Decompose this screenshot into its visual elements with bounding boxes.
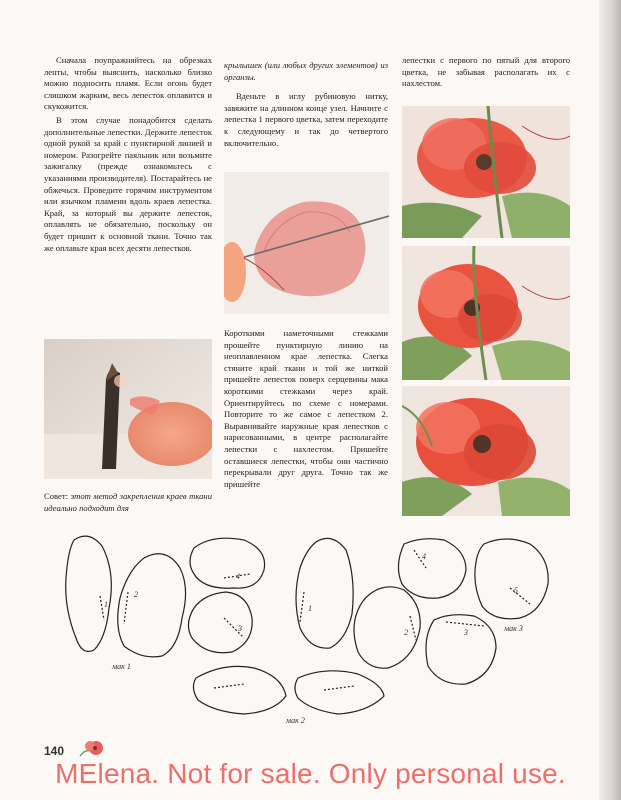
- petal-number-1-flower-3: 1: [308, 604, 312, 613]
- label-mak-3: мак 3: [504, 624, 523, 633]
- petal-number-2-flower-1: 2: [134, 590, 138, 599]
- column-3-text: [402, 55, 570, 90]
- paragraph-stitching: Короткими наметочными стежками прошейте пунктирную линию на неоплавленном крае лепестка. Слегка стяните край ткани и той же ниткой пришейте лепесток поверх серцевины мака короткими стежками через край. Ориентируйтесь по схеме с номерами. Повторите то же самое с лепестком 2. Выравнивайте наружные края лепестков с нарисованными, в центре располагайте лепестки с нахлестом. Пришейте оставшиеся лепестки, чтобы они частично перекрывали друг друга. Точно так же пришейте: [224, 328, 388, 489]
- label-mak-1: мак 1: [112, 662, 131, 671]
- petal-number-4-flower-1: 4: [236, 572, 240, 581]
- photo-poppy-step-2: [402, 246, 570, 380]
- petal-number-3-flower-3: 3: [464, 628, 468, 637]
- photo-melting-petal: [44, 339, 212, 479]
- petal-number-2-flower-3: 2: [404, 628, 408, 637]
- petal-number-3-flower-1: 3: [238, 624, 242, 633]
- column-1-text: [44, 55, 212, 254]
- paragraph-italic-organza: крылышек (или любых других элементов) из органзы.: [224, 60, 388, 82]
- caption-text: этот метод закрепления краев ткани идеально подходит для: [44, 491, 212, 513]
- photo-poppy-step-3: [402, 386, 570, 516]
- paragraph-1: Сначала поупражняйтесь на обрезках ленты, чтобы выяснить, насколько близко можно подносить пламя. Если огонь будет слишком жарким, весь лепесток оплавится и скукожится.: [44, 55, 212, 112]
- petal-pattern-diagram: [54, 528, 554, 724]
- column-2-top-text: [224, 60, 388, 149]
- petal-number-4-flower-3: 4: [422, 552, 426, 561]
- paragraph-2: В этом случае понадобится сделать дополнительные лепестки. Держите лепесток одной рукой за край с пунктирной линией и номером. Разогрейте паяльник или возьмите зажигалку (прежде ознакомьтесь с указаниями производителя). Постарайтесь не обжечься. Проведите горячим инструментом или язычком пламени вдоль краев лепестка. Край, за который вы держите лепесток, оплавлять не обязательно, поскольку он будет пришит к основной ткани. Точно так же оплавьте края всех десяти лепестков.: [44, 114, 212, 253]
- petal-number-1-flower-1: 1: [104, 600, 108, 609]
- photo-needle-petal: [224, 172, 389, 314]
- label-mak-2: мак 2: [286, 716, 305, 724]
- watermark-text: MElena. Not for sale. Only personal use.: [55, 758, 566, 789]
- photo-poppy-step-1: [402, 106, 570, 238]
- petal-number-5-flower-3: 5: [514, 586, 518, 595]
- photo-caption: [44, 491, 212, 514]
- page-number: 140: [44, 744, 65, 758]
- poppy-ornament-icon: [78, 738, 108, 760]
- paragraph-thread: Вденьте в иглу рубиновую нитку, завяжите на длинном конце узел. Начните с лепестка 1 первого цветка, затем переходите к следующему и так до четвертого включительно.: [224, 91, 388, 148]
- column-2-bottom-text: [224, 328, 388, 490]
- page-binding-shadow: [599, 0, 621, 800]
- paragraph-second-flower: лепестки с первого по пятый для второго цветка, не забывая располагать их с нахлестом.: [402, 55, 570, 89]
- caption-lead: Совет:: [44, 491, 68, 501]
